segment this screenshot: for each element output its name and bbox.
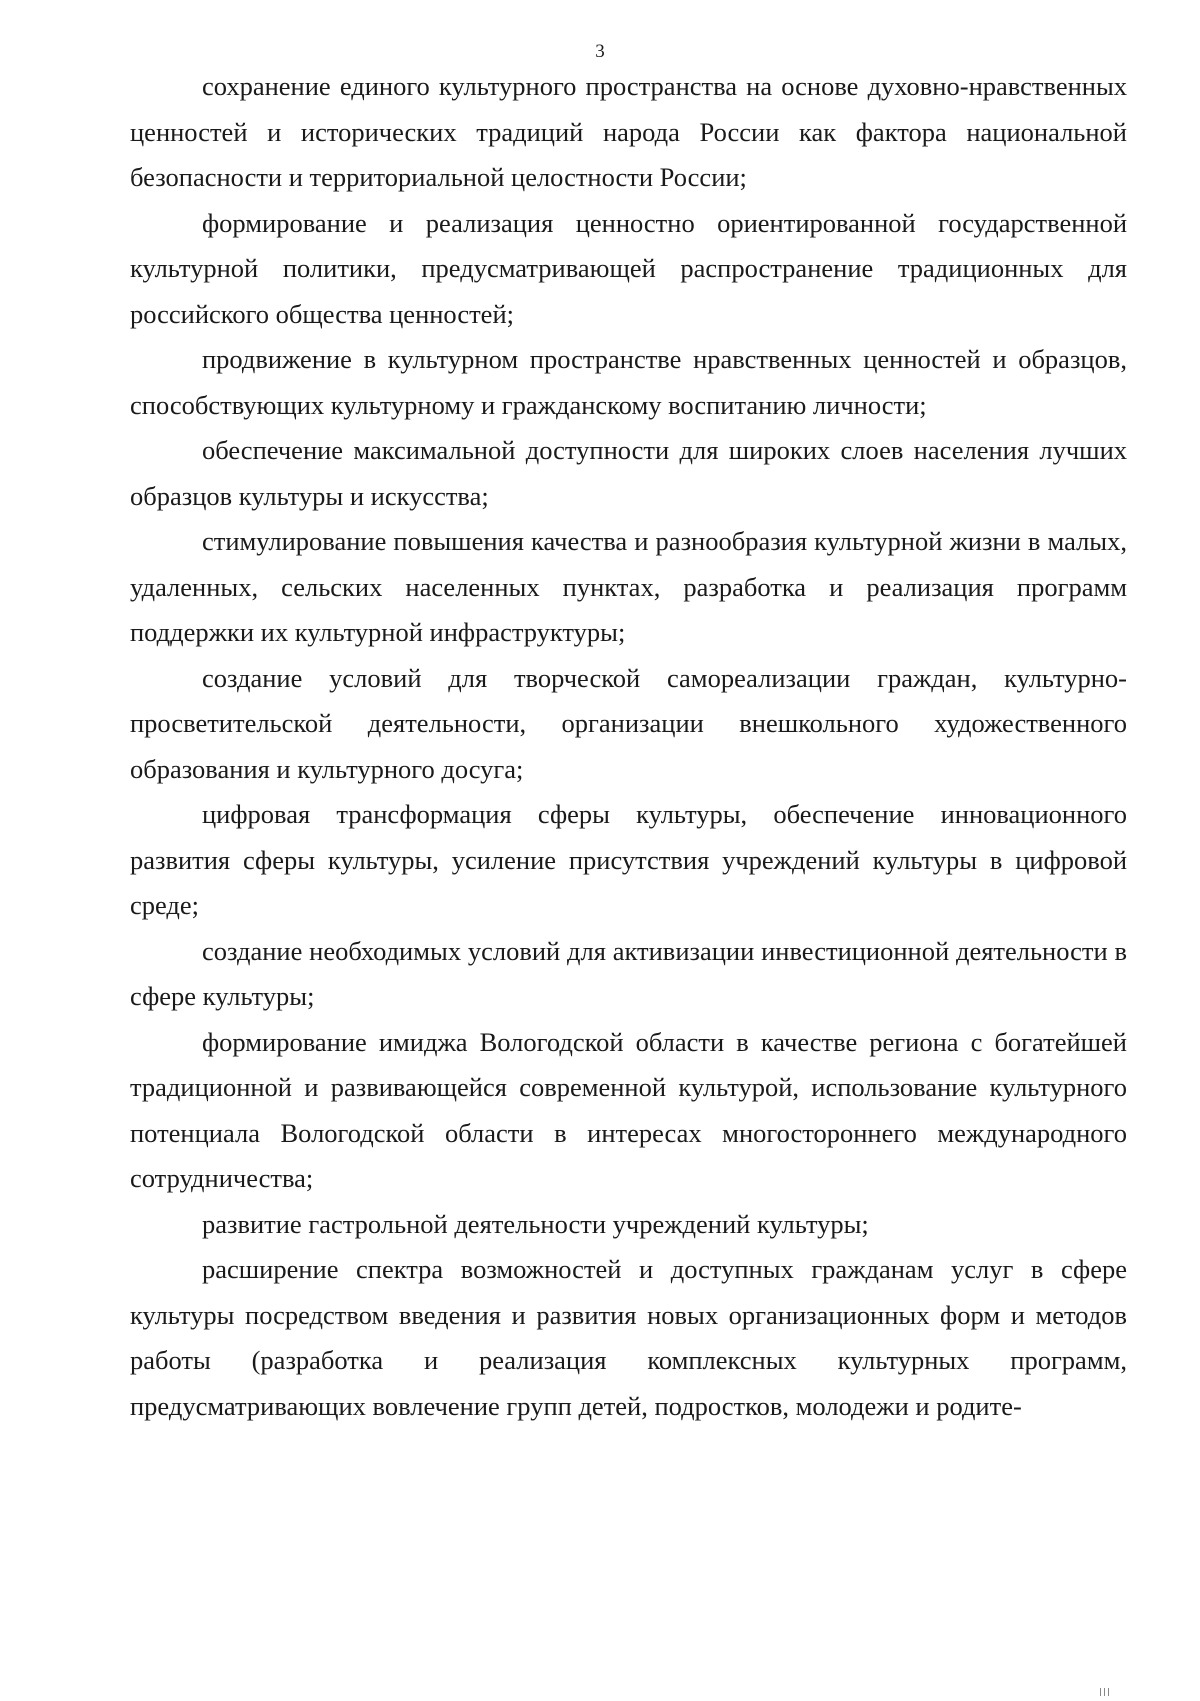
document-body [130, 64, 1127, 1429]
page-number: 3 [595, 41, 605, 62]
paragraph-regional-image: формирование имиджа Вологодской области в качестве региона с богатейшей традиционной и развивающейся современной культурой, использование культурного потенциала Вологодской области в интересах многостороннего международного сотрудничества; [130, 1026, 1127, 1193]
paragraph-accessibility: обеспечение максимальной доступности для широких слоев населения лучших образцов культуры и искусства; [130, 435, 1127, 511]
paragraph-investment: создание необходимых условий для активизации инвестиционной деятельности в сфере культуры; [130, 935, 1127, 1011]
scan-artifact [1100, 1683, 1130, 1691]
paragraph-services-expansion: расширение спектра возможностей и доступных гражданам услуг в сфере культуры посредством введения и развития новых организационных форм и методов работы (разработка и реализация комплексных культурных программ, предусматривающих вовлечение групп детей, подростков, молодежи и родите- [130, 1254, 1127, 1421]
paragraph-cultural-policy: формирование и реализация ценностно ориентированной государственной культурной политики, предусматривающей распространение традиционных для российского общества ценностей; [130, 207, 1127, 329]
paragraph-self-realization: создание условий для творческой самореализации граждан, культурно-просветительской деятельности, организации внешкольного художественного образования и культурного досуга; [130, 662, 1127, 784]
paragraph-digital-transformation: цифровая трансформация сферы культуры, обеспечение инновационного развития сферы культуры, усиление присутствия учреждений культуры в цифровой среде; [130, 799, 1127, 920]
paragraph-cultural-space: сохранение единого культурного пространства на основе духовно-нравственных ценностей и исторических традиций народа России как фактора национальной безопасности и территориальной целостности России; [130, 71, 1127, 192]
paragraph-touring: развитие гастрольной деятельности учреждений культуры; [202, 1208, 869, 1239]
paragraph-rural-culture: стимулирование повышения качества и разнообразия культурной жизни в малых, удаленных, сельских населенных пунктах, разработка и реализация программ поддержки их культурной инфраструктуры; [130, 526, 1127, 647]
paragraph-moral-values: продвижение в культурном пространстве нравственных ценностей и образцов, способствующих культурному и гражданскому воспитанию личности; [130, 344, 1127, 420]
